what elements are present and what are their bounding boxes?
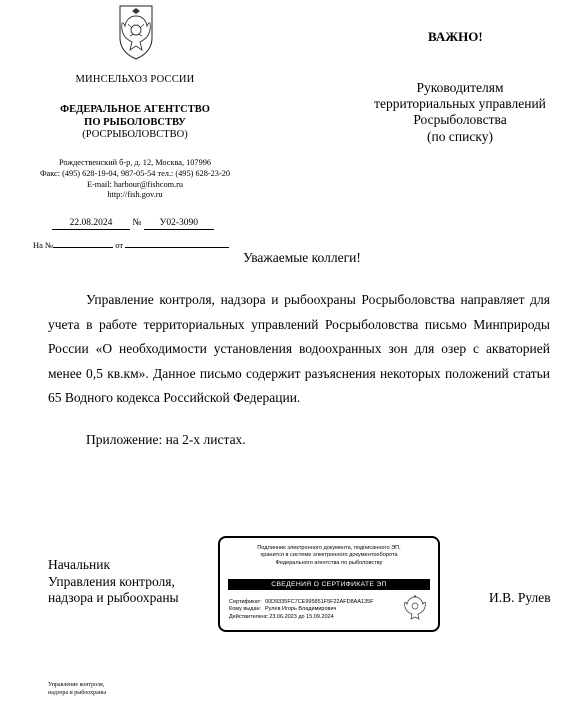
signatory-name: И.В. Рулев [489, 590, 551, 605]
agency-contacts [20, 158, 250, 201]
certificate-details: Сертификат: 00D9335FC7CE995851F5F22AFD8AA135F Кому выдан: Рулев Игорь Владимирович Действителен:с 23.06.2023 до 15.09.2024 [229, 599, 374, 620]
certificate-number: 00D9335FC7CE995851F5F22AFD8AA135F [265, 599, 374, 605]
registration-number: У02-3090 [144, 218, 214, 230]
postal-address: Рождественский б-р, д. 12, Москва, 107996 [58, 158, 212, 167]
coat-of-arms-emblem [106, 2, 166, 62]
footer-department: Управление контроля, надзора и рыбоохраны [48, 682, 107, 696]
registration-date: 22.08.2024 [52, 218, 130, 230]
signatory-title: Начальник Управления контроля, надзора и рыбоохраны [48, 557, 179, 605]
number-label: № [132, 218, 142, 228]
addressee-block: Руководителям территориальных управлений Росрыболовства (по списку) [374, 80, 546, 144]
agency-name: ФЕДЕРАЛЬНОЕ АГЕНТСТВО ПО РЫБОЛОВСТВУ [60, 104, 210, 128]
stamp-header: Подлинник электронного документа, подписанного ЭП, хранится в системе электронного документооборота Федерального агентства по рыболовству [257, 545, 401, 566]
important-mark: ВАЖНО! [428, 29, 483, 44]
body-paragraph: Управление контроля, надзора и рыбоохраны Росрыболовства направляет для учета в работе территориальных управлений Росрыболовства письмо Минприроды России «О необходимости установления водоохранных зон для озер с акваторией менее 0,5 кв.км». Данное письмо содержит разъяснения некоторых положений статьи 65 Водного кодекса Российской Федерации. [48, 292, 550, 405]
certificate-validity: с 23.06.2023 до 15.09.2024 [265, 613, 334, 620]
letter-body [48, 288, 550, 411]
appendix-note: Приложение: на 2-х листах. [86, 432, 246, 447]
stamp-banner: СВЕДЕНИЯ О СЕРТИФИКАТЕ ЭП [228, 579, 430, 590]
ministry-name: МИНСЕЛЬХОЗ РОССИИ [75, 74, 195, 85]
greeting: Уважаемые коллеги! [243, 250, 361, 265]
certificate-owner: Рулев Игорь Владимирович [265, 606, 337, 613]
agency-short-name: (РОСРЫБОЛОВСТВО) [82, 129, 188, 140]
electronic-signature-stamp [218, 536, 440, 632]
email-address: E-mail: harbour@fishcom.ru [86, 179, 184, 189]
stamp-emblem-icon [402, 594, 428, 624]
reference-line: На № от [33, 238, 229, 250]
website-link: http://fish.gov.ru [107, 190, 163, 200]
phone-numbers: Факс: (495) 628-19-04, 987-05-54 тел.: (495) 628-23-20 [39, 168, 231, 178]
registration-line [52, 218, 214, 230]
